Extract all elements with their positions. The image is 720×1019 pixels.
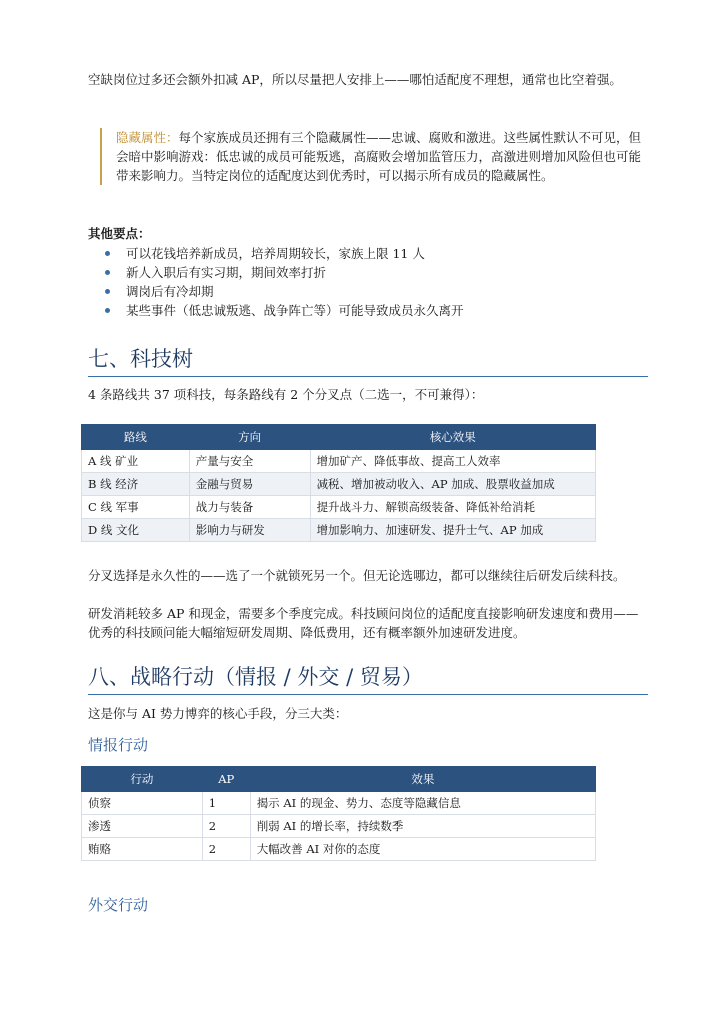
bullet-icon xyxy=(105,251,110,256)
column-header: 效果 xyxy=(250,767,595,792)
bullet-icon xyxy=(105,289,110,294)
table-row xyxy=(82,496,596,519)
section-7-paragraph-1: 分叉选择是永久性的——选了一个就锁死另一个。但无论选哪边，都可以继续往后研发后续科技。 xyxy=(88,568,626,583)
section-7-heading: 七、科技树 xyxy=(88,344,648,377)
table-cell: C 线 军事 xyxy=(82,496,190,519)
table-cell: 增加矿产、降低事故、提高工人效率 xyxy=(310,450,595,473)
table-cell: 提升战斗力、解锁高级装备、降低补给消耗 xyxy=(310,496,595,519)
table-cell: B 线 经济 xyxy=(82,473,190,496)
table-cell: 2 xyxy=(202,815,250,838)
table-cell: 1 xyxy=(202,792,250,815)
table-header-row xyxy=(82,767,596,792)
column-header: 核心效果 xyxy=(310,425,595,450)
intro-paragraph: 空缺岗位过多还会额外扣减 AP，所以尽量把人安排上——哪怕适配度不理想，通常也比空着强。 xyxy=(88,72,622,87)
callout-lead: 隐藏属性： xyxy=(116,130,179,145)
list-item: 某些事件（低忠诚叛逃、战争阵亡等）可能导致成员永久离开 xyxy=(88,301,648,320)
table-cell: 揭示 AI 的现金、势力、态度等隐藏信息 xyxy=(250,792,595,815)
section-8-heading: 八、战略行动（情报 / 外交 / 贸易） xyxy=(88,662,648,695)
table-cell: 渗透 xyxy=(82,815,203,838)
table-cell: 2 xyxy=(202,838,250,861)
section-7-paragraph-2: 研发消耗较多 AP 和现金，需要多个季度完成。科技顾问岗位的适配度直接影响研发速度和费用——优秀的科技顾问能大幅缩短研发周期、降低费用，还有概率额外加速研发进度。 xyxy=(88,606,639,640)
other-points-title: 其他要点： xyxy=(88,226,151,241)
table-row xyxy=(82,815,596,838)
diplomacy-actions-heading: 外交行动 xyxy=(88,896,149,914)
table-cell: 金融与贸易 xyxy=(189,473,310,496)
callout-text: 每个家族成员还拥有三个隐藏属性——忠诚、腐败和激进。这些属性默认不可见，但会暗中影响游戏：低忠诚的成员可能叛逃，高腐败会增加监管压力，高激进则增加风险但也可能带来影响力。当特定岗位的适配度达到优秀时，可以揭示所有成员的隐藏属性。 xyxy=(116,130,642,183)
table-cell: 影响力与研发 xyxy=(189,519,310,542)
column-header: AP xyxy=(202,767,250,792)
table-row xyxy=(82,473,596,496)
intel-actions-heading: 情报行动 xyxy=(88,736,149,754)
tech-tree-table xyxy=(81,424,596,542)
section-8-intro: 这是你与 AI 势力博弈的核心手段，分三大类： xyxy=(88,706,348,721)
list-item: 可以花钱培养新成员，培养周期较长，家族上限 11 人 xyxy=(88,244,648,263)
table-cell: 削弱 AI 的增长率，持续数季 xyxy=(250,815,595,838)
table-cell: D 线 文化 xyxy=(82,519,190,542)
table-cell: 大幅改善 AI 对你的态度 xyxy=(250,838,595,861)
table-row xyxy=(82,519,596,542)
table-cell: 战力与装备 xyxy=(189,496,310,519)
table-row xyxy=(82,838,596,861)
hidden-attributes-callout xyxy=(100,128,648,185)
table-cell: 产量与安全 xyxy=(189,450,310,473)
table-cell: 侦察 xyxy=(82,792,203,815)
section-7-intro: 4 条路线共 37 项科技，每条路线有 2 个分叉点（二选一，不可兼得）： xyxy=(88,387,484,402)
table-header-row xyxy=(82,425,596,450)
table-cell: 贿赂 xyxy=(82,838,203,861)
column-header: 方向 xyxy=(189,425,310,450)
table-cell: A 线 矿业 xyxy=(82,450,190,473)
intel-actions-table xyxy=(81,766,596,861)
other-points-list xyxy=(88,244,648,320)
table-row xyxy=(82,792,596,815)
table-cell: 增加影响力、加速研发、提升士气、AP 加成 xyxy=(310,519,595,542)
column-header: 行动 xyxy=(82,767,203,792)
table-row xyxy=(82,450,596,473)
list-item: 新人入职后有实习期，期间效率打折 xyxy=(88,263,648,282)
bullet-icon xyxy=(105,270,110,275)
bullet-icon xyxy=(105,308,110,313)
list-item: 调岗后有冷却期 xyxy=(88,282,648,301)
column-header: 路线 xyxy=(82,425,190,450)
table-cell: 减税、增加被动收入、AP 加成、股票收益加成 xyxy=(310,473,595,496)
